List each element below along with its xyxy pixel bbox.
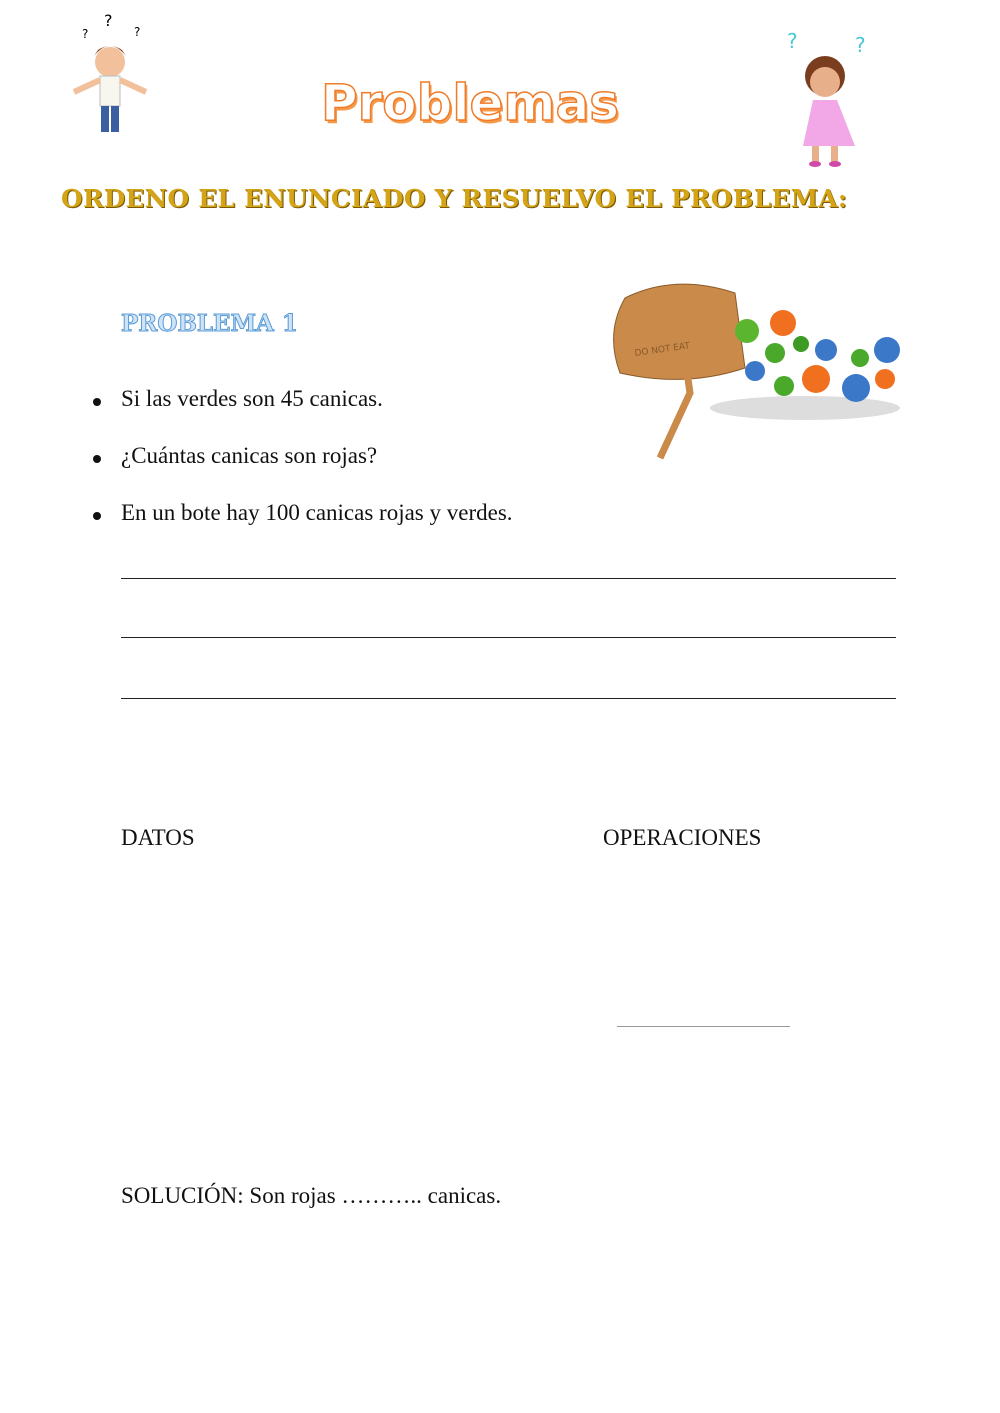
answer-line[interactable] bbox=[121, 637, 896, 638]
problem-sentences bbox=[90, 386, 513, 557]
sentence-item: Si las verdes son 45 canicas. bbox=[90, 386, 513, 443]
answer-line[interactable] bbox=[121, 578, 896, 579]
sentence-item: ¿Cuántas canicas son rojas? bbox=[90, 443, 513, 500]
confused-girl-illustration bbox=[785, 28, 875, 170]
solution-text: SOLUCIÓN: Son rojas ……….. canicas. bbox=[121, 1183, 502, 1208]
svg-text:?: ? bbox=[855, 33, 866, 57]
data-section-label: DATOS bbox=[121, 825, 195, 850]
svg-text:?: ? bbox=[787, 29, 798, 53]
problem-label: PROBLEMA 1 bbox=[121, 310, 298, 337]
svg-text:?: ? bbox=[82, 27, 89, 41]
bag-label: DO NOT EAT bbox=[634, 341, 691, 359]
operations-section-label: OPERACIONES bbox=[603, 825, 762, 850]
svg-text:?: ? bbox=[104, 12, 113, 30]
page-title: Problemas bbox=[320, 73, 620, 132]
sentence-item: En un bote hay 100 canicas rojas y verdes. bbox=[90, 500, 513, 557]
marbles-bag-illustration bbox=[605, 278, 905, 468]
instruction-heading: ORDENO EL ENUNCIADO Y RESUELVO EL PROBLEMA: bbox=[61, 184, 848, 213]
answer-line[interactable] bbox=[121, 698, 896, 699]
svg-text:?: ? bbox=[134, 25, 141, 39]
operation-line bbox=[617, 1026, 790, 1027]
